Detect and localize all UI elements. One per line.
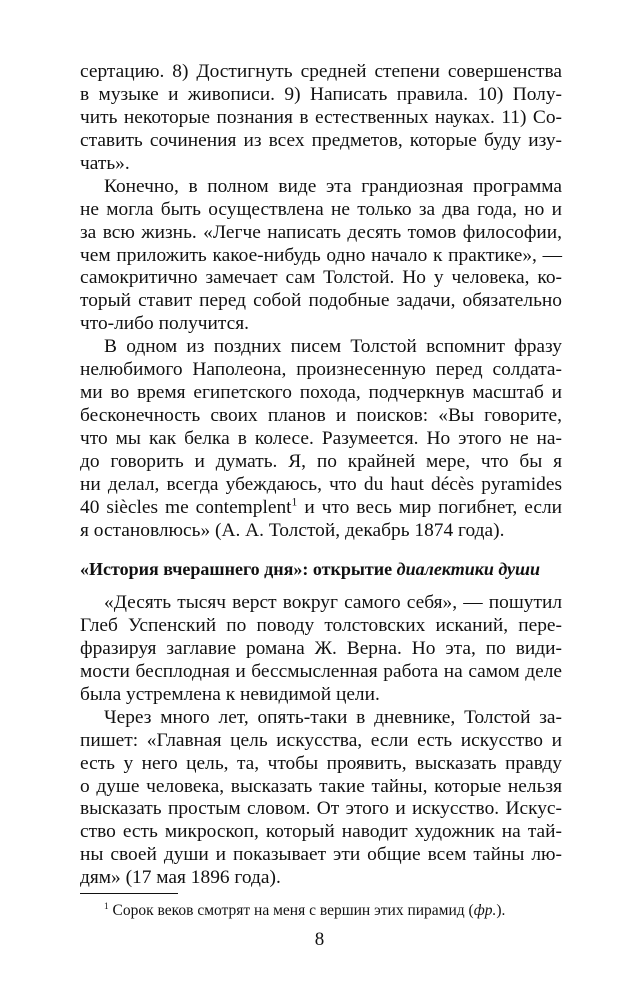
text-line: ство есть микроскоп, который наводит художник на тай- xyxy=(80,821,562,843)
text-line: дям» (17 мая 1896 года). xyxy=(80,867,281,889)
text-line: фразируя заглавие романа Ж. Верна. Но эта, по види- xyxy=(80,637,562,659)
page-number: 8 xyxy=(314,929,325,951)
footnote-rule xyxy=(80,893,178,894)
footnote-ref: 1 xyxy=(291,495,298,509)
text-line: Через много лет, опять-таки в дневнике, Толстой за- xyxy=(104,706,562,728)
text-line: Глеб Успенский по поводу толстовских исканий, пере- xyxy=(80,615,562,637)
section-heading-italic: диалектики души xyxy=(396,558,541,579)
text-line: ми во время египетского похода, подчеркнув масштаб и xyxy=(80,382,562,404)
section-heading-normal: «История вчерашнего дня»: открытие xyxy=(80,558,397,579)
footnote xyxy=(104,901,564,921)
text-line: я остановлюсь» (А. А. Толстой, декабрь 1874 года). xyxy=(80,519,505,541)
text-line: высказать простым словом. От этого и искусство. Искус- xyxy=(80,798,562,820)
text-line: торый ставит перед собой подобные задачи, обязательно xyxy=(80,290,562,312)
text-line: самокритично замечает сам Толстой. Но у человека, ко- xyxy=(80,267,562,289)
footnote-lang: фр. xyxy=(473,901,497,919)
text-line: пишет: «Главная цель искусства, если есть искусство и xyxy=(80,729,562,751)
text-line: была устремлена к невидимой цели. xyxy=(80,683,380,705)
text-line: Конечно, в полном виде эта грандиозная программа xyxy=(104,175,562,197)
text-line: бесконечность своих планов и поисков: «Вы говорите, xyxy=(80,404,562,426)
section-heading xyxy=(80,557,562,581)
text-line: чем приложить какое-нибудь одно начало к практике», — xyxy=(80,244,562,266)
text-line-start: 40 siècles me contemplent xyxy=(80,496,292,518)
footnote-text: Сорок веков смотрят на меня с вершин этих пирамид ( xyxy=(108,901,474,919)
text-line: о душе человека, высказать такие тайны, которые нельзя xyxy=(80,775,562,797)
footnote-end: ). xyxy=(496,901,506,919)
footnote-mark: 1 xyxy=(104,901,109,912)
text-line: ни делал, всегда убеждаюсь, что du haut décès pyramides xyxy=(80,473,562,495)
text-line: нелюбимого Наполеона, произнесенную перед солдата- xyxy=(80,359,562,381)
text-line: ставить сочинения из всех предметов, которые буду изу- xyxy=(80,129,562,151)
text-line: за всю жизнь. «Легче написать десять томов философии, xyxy=(80,221,562,243)
text-line: мости бесплодная и бессмысленная работа на самом деле xyxy=(80,660,562,682)
text-line xyxy=(80,496,562,520)
text-line-end: и что весь мир погибнет, если xyxy=(297,496,563,518)
text-line: чать». xyxy=(80,152,130,174)
text-line: «Десять тысяч верст вокруг самого себя», — пошутил xyxy=(104,592,562,614)
text-line: что мы как белка в колесе. Разумеется. Но этого не на- xyxy=(80,427,562,449)
text-line: что-либо получится. xyxy=(80,313,249,335)
text-line: В одном из поздних писем Толстой вспомнит фразу xyxy=(104,336,562,358)
text-line: сертацию. 8) Достигнуть средней степени совершенства xyxy=(80,61,562,83)
text-line: в музыке и живописи. 9) Написать правила. 10) Полу- xyxy=(80,84,562,106)
text-line: есть у него цель, та, чтобы проявить, высказать правду xyxy=(80,752,562,774)
text-line: ны своей души и показывает эти общие всем тайны лю- xyxy=(80,844,562,866)
text-line: до говорить и думать. Я, по крайней мере, что бы я xyxy=(80,450,562,472)
text-line: не могла быть осуществлена не только за два года, но и xyxy=(80,198,562,220)
text-line: чить некоторые познания в естественных науках. 11) Со- xyxy=(80,107,562,128)
